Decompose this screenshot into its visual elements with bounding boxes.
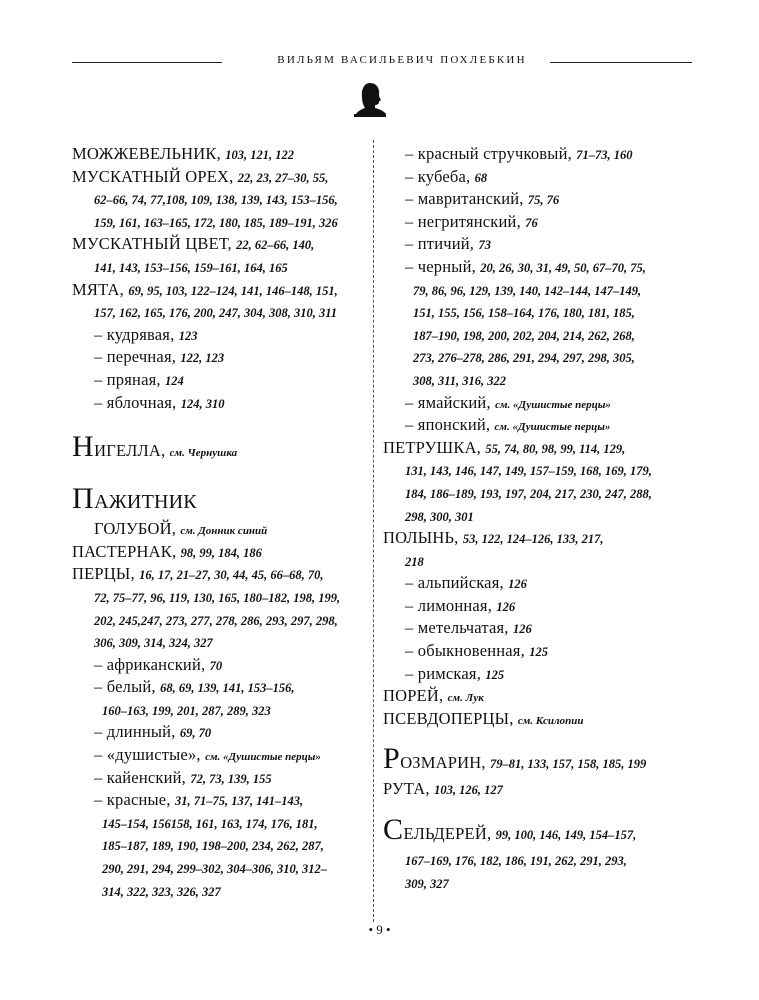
entry-muskatny-tsvet: МУСКАТНЫЙ ЦВЕТ, 22, 62–66, 140, [72, 234, 315, 254]
page-refs: 79, 86, 96, 129, 139, 140, 142–144, 147–149, [413, 283, 642, 298]
page-refs: 298, 300, 301 [405, 509, 474, 524]
page-refs: 314, 322, 323, 326, 327 [102, 884, 221, 899]
subentry: – японский, см. «Душистые перцы» [405, 415, 611, 435]
entry-pazhitnik: ПАЖИТНИК [72, 482, 197, 516]
subentry: – ямайский, см. «Душистые перцы» [405, 392, 611, 412]
profile-silhouette-icon [350, 78, 390, 118]
page-refs: 273, 276–278, 286, 291, 294, 297, 298, 305, [413, 351, 635, 366]
page-refs: 290, 291, 294, 299–302, 304–306, 310, 312– [102, 862, 327, 877]
entry-petrushka: ПЕТРУШКА, 55, 74, 80, 98, 99, 114, 129, [383, 437, 626, 457]
index-column-right [383, 143, 693, 894]
page-refs: 62–66, 74, 77,108, 109, 138, 139, 143, 153–156, [94, 193, 338, 208]
subentry: – кайенский, 72, 73, 139, 155 [94, 767, 272, 787]
subentry: – обыкновенная, 125 [405, 641, 548, 661]
page-refs: 202, 245,247, 273, 277, 278, 286, 293, 297, 298, [94, 613, 338, 628]
page-refs: 159, 161, 163–165, 172, 180, 185, 189–191, 326 [94, 215, 338, 230]
subentry: – метельчатая, 126 [405, 618, 532, 638]
subentry: – лимонная, 126 [405, 595, 516, 615]
page-refs: 218 [405, 554, 424, 569]
subentry: – кудрявая, 123 [94, 324, 198, 344]
entry-psevdopertsy: ПСЕВДОПЕРЦЫ, см. Ксилопии [383, 708, 584, 728]
column-divider [373, 140, 374, 922]
entry-pazhitnik-cont: ГОЛУБОЙ, см. Донник синий [94, 519, 268, 539]
entry-pasternak: ПАСТЕРНАК, 98, 99, 184, 186 [72, 541, 262, 561]
header-rule-right [550, 62, 692, 63]
subentry: – «душистые», см. «Душистые перцы» [94, 745, 321, 765]
subentry: – длинный, 69, 70 [94, 722, 212, 742]
subentry: – красный стручковый, 71–73, 160 [405, 144, 633, 163]
subentry: – римская, 125 [405, 663, 505, 683]
index-column-left [72, 143, 367, 902]
subentry: – негритянский, 76 [405, 211, 538, 231]
subentry: – белый, 68, 69, 139, 141, 153–156, [94, 677, 295, 697]
page-refs: 160–163, 199, 201, 287, 289, 323 [102, 703, 271, 718]
page-number: • 9 • [368, 922, 391, 937]
page-refs: 72, 75–77, 96, 119, 130, 165, 180–182, 198, 199, [94, 590, 341, 605]
subentry: – перечная, 122, 123 [94, 347, 225, 367]
page-refs: 306, 309, 314, 324, 327 [94, 636, 213, 651]
running-header [72, 52, 692, 72]
page-refs: 187–190, 198, 200, 202, 204, 214, 262, 268, [413, 328, 635, 343]
entry-selderey: СЕЛЬДЕРЕЙ, 99, 100, 146, 149, 154–157, [383, 813, 637, 847]
page-refs: 184, 186–189, 193, 197, 204, 217, 230, 247, 288, [405, 486, 652, 501]
entry-nigella: НИГЕЛЛА, см. Чернушка [72, 430, 238, 464]
subentry: – красные, 31, 71–75, 137, 141–143, [94, 790, 304, 810]
entry-ruta: РУТА, 103, 126, 127 [383, 779, 503, 799]
page-refs: 167–169, 176, 182, 186, 191, 262, 291, 293, [405, 854, 627, 869]
page-refs: 131, 143, 146, 147, 149, 157–159, 168, 169, 179, [405, 464, 652, 479]
subentry: – африканский, 70 [94, 654, 223, 674]
page-refs: 141, 143, 153–156, 159–161, 164, 165 [94, 260, 288, 275]
entry-polyn: ПОЛЫНЬ, 53, 122, 124–126, 133, 217, [383, 528, 604, 548]
entry-porey: ПОРЕЙ, см. Лук [383, 686, 484, 706]
page-refs: 309, 327 [405, 876, 449, 891]
entry-muskatny-orekh: МУСКАТНЫЙ ОРЕХ, 22, 23, 27–30, 55, [72, 166, 329, 186]
subentry: – птичий, 73 [405, 234, 491, 254]
entry-mozhzhevelnik: МОЖЖЕВЕЛЬНИК, 103, 121, 122 [72, 144, 294, 163]
subentry: – кубеба, 68 [405, 166, 488, 186]
page-refs: 185–187, 189, 190, 198–200, 234, 262, 287, [102, 839, 324, 854]
entry-myata: МЯТА, 69, 95, 103, 122–124, 141, 146–148, 151, [72, 279, 338, 299]
page-refs: 151, 155, 156, 158–164, 176, 180, 181, 185, [413, 306, 635, 321]
entry-rozmarin: РОЗМАРИН, 79–81, 133, 157, 158, 185, 199 [383, 742, 647, 776]
entry-pertsy: ПЕРЦЫ, 16, 17, 21–27, 30, 44, 45, 66–68, 70, [72, 564, 324, 584]
subentry: – мавританский, 75, 76 [405, 189, 560, 209]
header-rule-left [72, 62, 222, 63]
page-refs: 157, 162, 165, 176, 200, 247, 304, 308, 310, 311 [94, 306, 338, 321]
subentry: – пряная, 124 [94, 369, 184, 389]
page-refs: 145–154, 156158, 161, 163, 174, 176, 181, [102, 816, 318, 831]
subentry: – альпийская, 126 [405, 573, 527, 593]
subentry: – яблочная, 124, 310 [94, 392, 225, 412]
page-refs: 308, 311, 316, 322 [413, 373, 507, 388]
header-author-title: ВИЛЬЯМ ВАСИЛЬЕВИЧ ПОХЛЕБКИН [277, 54, 527, 66]
subentry: – черный, 20, 26, 30, 31, 49, 50, 67–70, 75, [405, 256, 646, 276]
